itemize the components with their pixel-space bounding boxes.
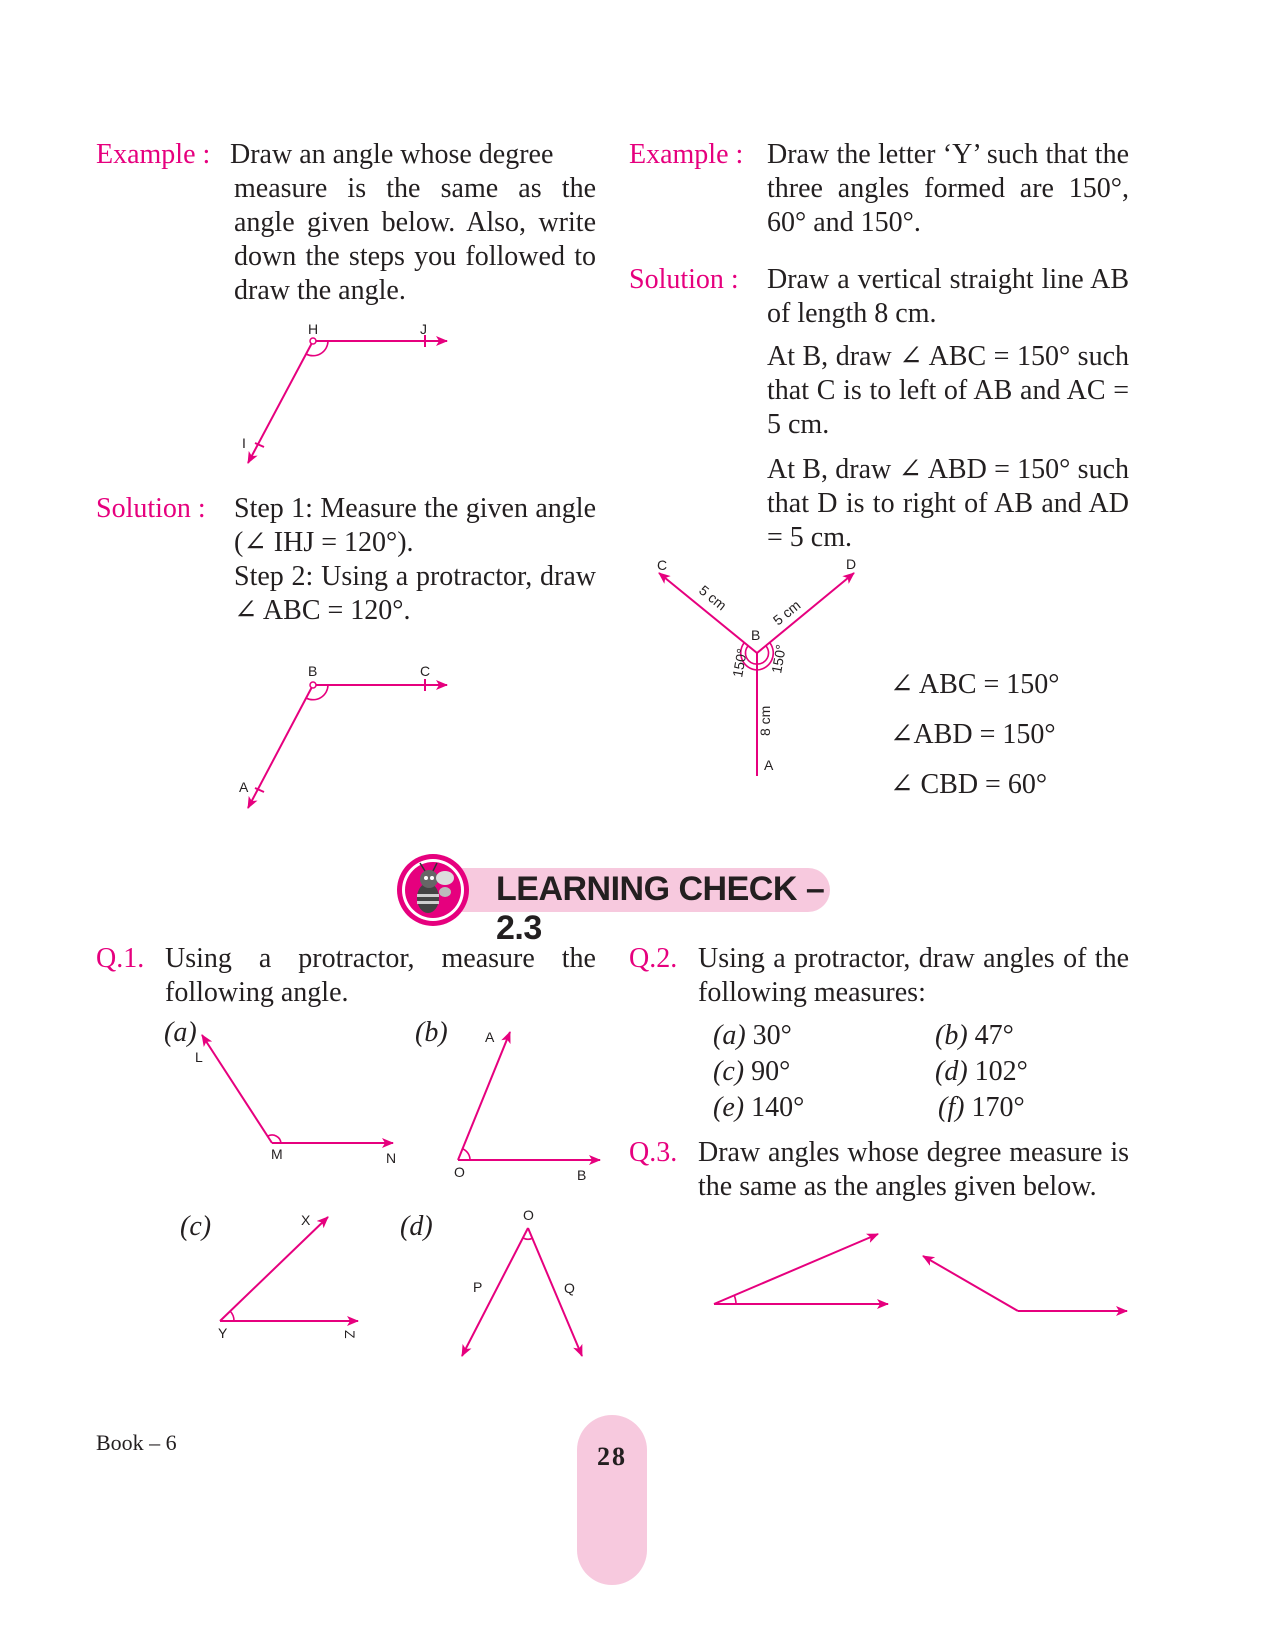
vertex-b	[310, 682, 316, 688]
q3-angle-1-arc	[734, 1295, 736, 1304]
angle-arc	[463, 1149, 470, 1160]
point-h: H	[308, 321, 319, 337]
book-label: Book – 6	[96, 1430, 177, 1455]
q1-label-b: (b)	[415, 1017, 448, 1048]
page-number: 28	[597, 1442, 627, 1471]
angle-ihj-figure	[230, 315, 470, 475]
length-bc: 5 cm	[696, 581, 730, 614]
angle-label-left: 150°	[729, 647, 750, 679]
vertex-h	[310, 338, 316, 344]
q2-number: Q.2.	[629, 943, 678, 974]
length-ab: 8 cm	[757, 705, 773, 736]
angle-abc-figure	[230, 660, 470, 820]
angle-poq-figure	[450, 1200, 600, 1365]
point-p: P	[473, 1279, 483, 1295]
angle-xyz-figure	[210, 1205, 380, 1345]
result-cbd: ∠ CBD = 60°	[890, 769, 1048, 800]
solution-2-label: Solution :	[629, 264, 739, 295]
point-o: O	[454, 1164, 465, 1180]
angle-lmn-figure	[190, 1025, 420, 1175]
example-label: Example :	[96, 139, 211, 170]
solution-2-para-2: At B, draw ∠ ABC = 150° such that C is to left of AB and AC = 5 cm.	[767, 341, 1129, 440]
point-a: A	[485, 1029, 495, 1045]
q3-angle-1	[714, 1234, 888, 1304]
solution-label: Solution :	[96, 493, 206, 524]
angle-aob-figure	[440, 1020, 610, 1190]
point-o: O	[523, 1207, 534, 1223]
angle-label-right: 150°	[768, 643, 789, 675]
point-d: D	[846, 556, 857, 572]
solution-step-2: Step 2: Using a protractor, draw ∠ ABC = 120°.	[234, 561, 596, 626]
point-m: M	[271, 1146, 283, 1162]
example-text-line1: Draw an angle whose degree	[230, 139, 554, 170]
result-abd: ∠ABD = 150°	[890, 719, 1056, 750]
q2-option-c: (c) 90°	[713, 1056, 791, 1087]
q3-angles-figure	[700, 1220, 1140, 1330]
example-2-text: Draw the letter ‘Y’ such that the three angles formed are 150°, 60° and 150°.	[767, 139, 1129, 238]
point-n: N	[386, 1150, 397, 1166]
result-abc: ∠ ABC = 150°	[890, 669, 1060, 700]
q3-number: Q.3.	[629, 1137, 678, 1168]
point-c: C	[657, 557, 668, 573]
q3-text: Draw angles whose degree measure is the same as the angles given below.	[698, 1137, 1129, 1202]
point-b: B	[308, 663, 318, 679]
q2-text: Using a protractor, draw angles of the following measures:	[698, 943, 1129, 1008]
angle-arc	[523, 1238, 533, 1239]
point-j: J	[420, 321, 427, 337]
point-l: L	[195, 1049, 203, 1065]
segment-bd	[757, 573, 854, 653]
ray-yx	[220, 1217, 328, 1321]
q2-option-f: (f) 170°	[938, 1092, 1025, 1123]
learning-check-title: LEARNING CHECK – 2.3	[496, 870, 825, 947]
q2-option-b: (b) 47°	[935, 1020, 1014, 1051]
q1-label-c: (c)	[180, 1211, 212, 1242]
ray-op	[462, 1228, 528, 1356]
point-b: B	[577, 1167, 587, 1183]
q1-number: Q.1.	[96, 943, 145, 974]
q3-angle-2-ray-upper	[923, 1256, 1018, 1311]
bee-mascot-icon	[395, 852, 473, 928]
angle-arc	[230, 1311, 234, 1321]
ray-oa	[458, 1032, 510, 1160]
point-x: X	[301, 1212, 311, 1228]
point-c: C	[420, 663, 431, 679]
q1-label-a: (a)	[164, 1017, 197, 1048]
example-2-label: Example :	[629, 139, 744, 170]
example-text: measure is the same as the angle given below. Also, write down the steps you followed to draw the angle.	[234, 173, 596, 306]
solution-2-para-1: Draw a vertical straight line AB of length 8 cm.	[767, 264, 1129, 329]
q2-option-d: (d) 102°	[935, 1056, 1028, 1087]
learning-check-banner	[395, 852, 835, 947]
point-a: A	[764, 757, 774, 773]
point-a: A	[239, 779, 249, 795]
point-i: I	[242, 435, 246, 451]
q2-option-e: (e) 140°	[713, 1092, 805, 1123]
q3-angle-2	[923, 1256, 1127, 1311]
q3-angle-1-ray-upper	[714, 1234, 878, 1304]
solution-2-para-3: At B, draw ∠ ABD = 150° such that D is to right of AB and AD = 5 cm.	[767, 454, 1129, 553]
length-bd: 5 cm	[769, 596, 804, 629]
q1-text: Using a protractor, measure the following angle.	[165, 943, 596, 1008]
point-b: B	[751, 627, 761, 643]
point-y: Y	[218, 1325, 228, 1341]
page-number-tab	[577, 1415, 647, 1585]
q1-label-d: (d)	[400, 1211, 433, 1242]
solution-step-1: Step 1: Measure the given angle (∠ IHJ = 120°).	[234, 493, 596, 558]
q2-option-a: (a) 30°	[713, 1020, 792, 1051]
point-q: Q	[564, 1280, 575, 1296]
point-z: Z	[342, 1330, 358, 1339]
letter-y-diagram	[640, 550, 880, 790]
ray-ml	[202, 1035, 272, 1143]
